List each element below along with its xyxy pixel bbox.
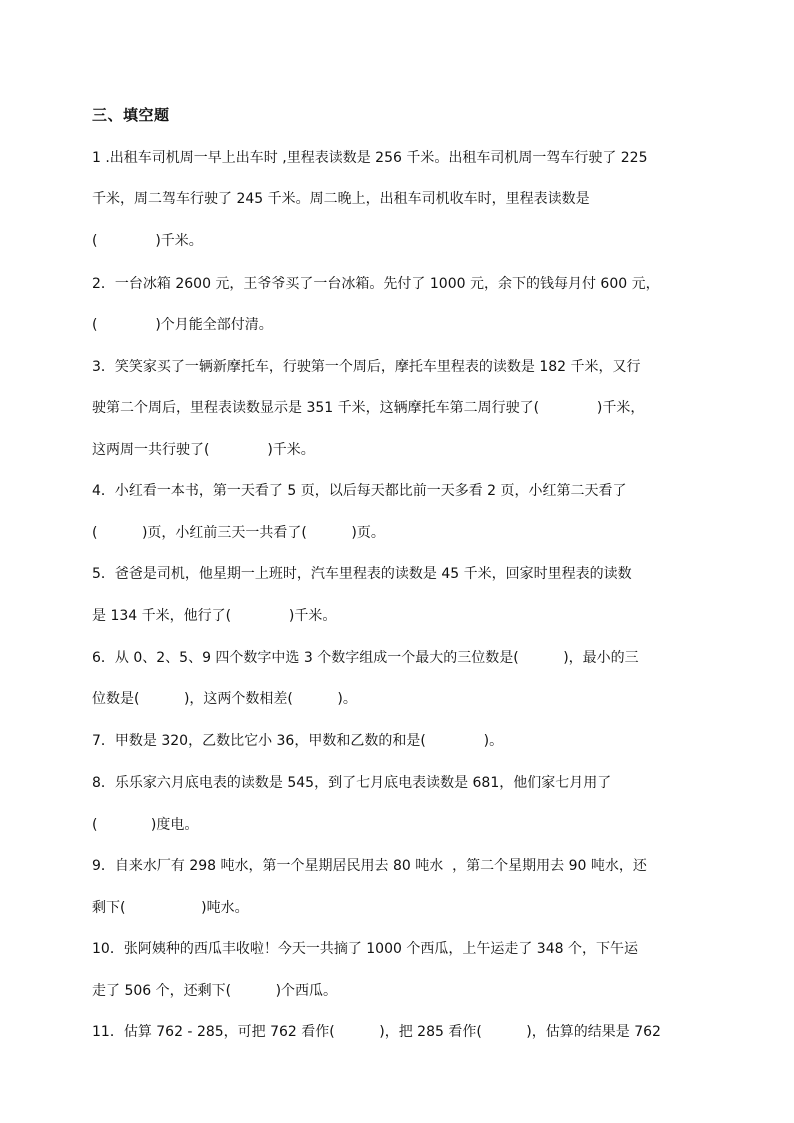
question-3-line-2: 驶第二个周后，里程表读数显示是 351 千米，这辆摩托车第二周行驶了( )千米， <box>92 400 645 416</box>
question-9-line-1: 9．自来水厂有 298 吨水，第一个星期居民用去 80 吨水 ，第二个星期用去 90 吨水，还 <box>92 858 647 874</box>
question-4-line-2: ( )页，小红前三天一共看了( )页。 <box>92 525 385 541</box>
question-9-line-2: 剩下( )吨水。 <box>92 900 249 916</box>
question-3-line-3: 这两周一共行驶了( )千米。 <box>92 442 315 458</box>
question-1-line-2: 千米，周二驾车行驶了 245 千米。周二晚上，出租车司机收车时，里程表读数是 <box>92 191 590 207</box>
question-7-line-1: 7．甲数是 320，乙数比它小 36，甲数和乙数的和是( )。 <box>92 733 504 749</box>
question-2-line-1: 2．一台冰箱 2600 元，王爷爷买了一台冰箱。先付了 1000 元，余下的钱每月付 600 元， <box>92 276 660 292</box>
question-10-line-2: 走了 506 个，还剩下( )个西瓜。 <box>92 983 338 999</box>
question-3-line-1: 3．笑笑家买了一辆新摩托车，行驶第一个周后，摩托车里程表的读数是 182 千米，又行 <box>92 359 641 375</box>
question-8-line-1: 8．乐乐家六月底电表的读数是 545，到了七月底电表读数是 681，他们家七月用了 <box>92 775 612 791</box>
question-1-line-3: ( )千米。 <box>92 233 203 249</box>
question-5-line-2: 是 134 千米，他行了( )千米。 <box>92 608 337 624</box>
question-11-line-1: 11．估算 762 - 285，可把 762 看作( )，把 285 看作( )，估算的结果是 762 <box>92 1024 661 1040</box>
question-5-line-1: 5．爸爸是司机，他星期一上班时，汽车里程表的读数是 45 千米，回家时里程表的读数 <box>92 566 632 582</box>
question-10-line-1: 10．张阿姨种的西瓜丰收啦！今天一共摘了 1000 个西瓜，上午运走了 348 个，下午运 <box>92 941 638 957</box>
question-4-line-1: 4．小红看一本书，第一天看了 5 页，以后每天都比前一天多看 2 页，小红第二天看了 <box>92 483 627 499</box>
question-6-line-2: 位数是( )，这两个数相差( )。 <box>92 691 357 707</box>
question-2-line-2: ( )个月能全部付清。 <box>92 317 273 333</box>
question-8-line-2: ( )度电。 <box>92 817 199 833</box>
question-6-line-1: 6．从 0、2、5、9 四个数字中选 3 个数字组成一个最大的三位数是( )，最小的三 <box>92 650 639 666</box>
question-1-line-1: 1 .出租车司机周一早上出车时 ,里程表读数是 256 千米。出租车司机周一驾车行驶了 225 <box>92 150 648 166</box>
section-title: 三、填空题 <box>92 106 170 124</box>
